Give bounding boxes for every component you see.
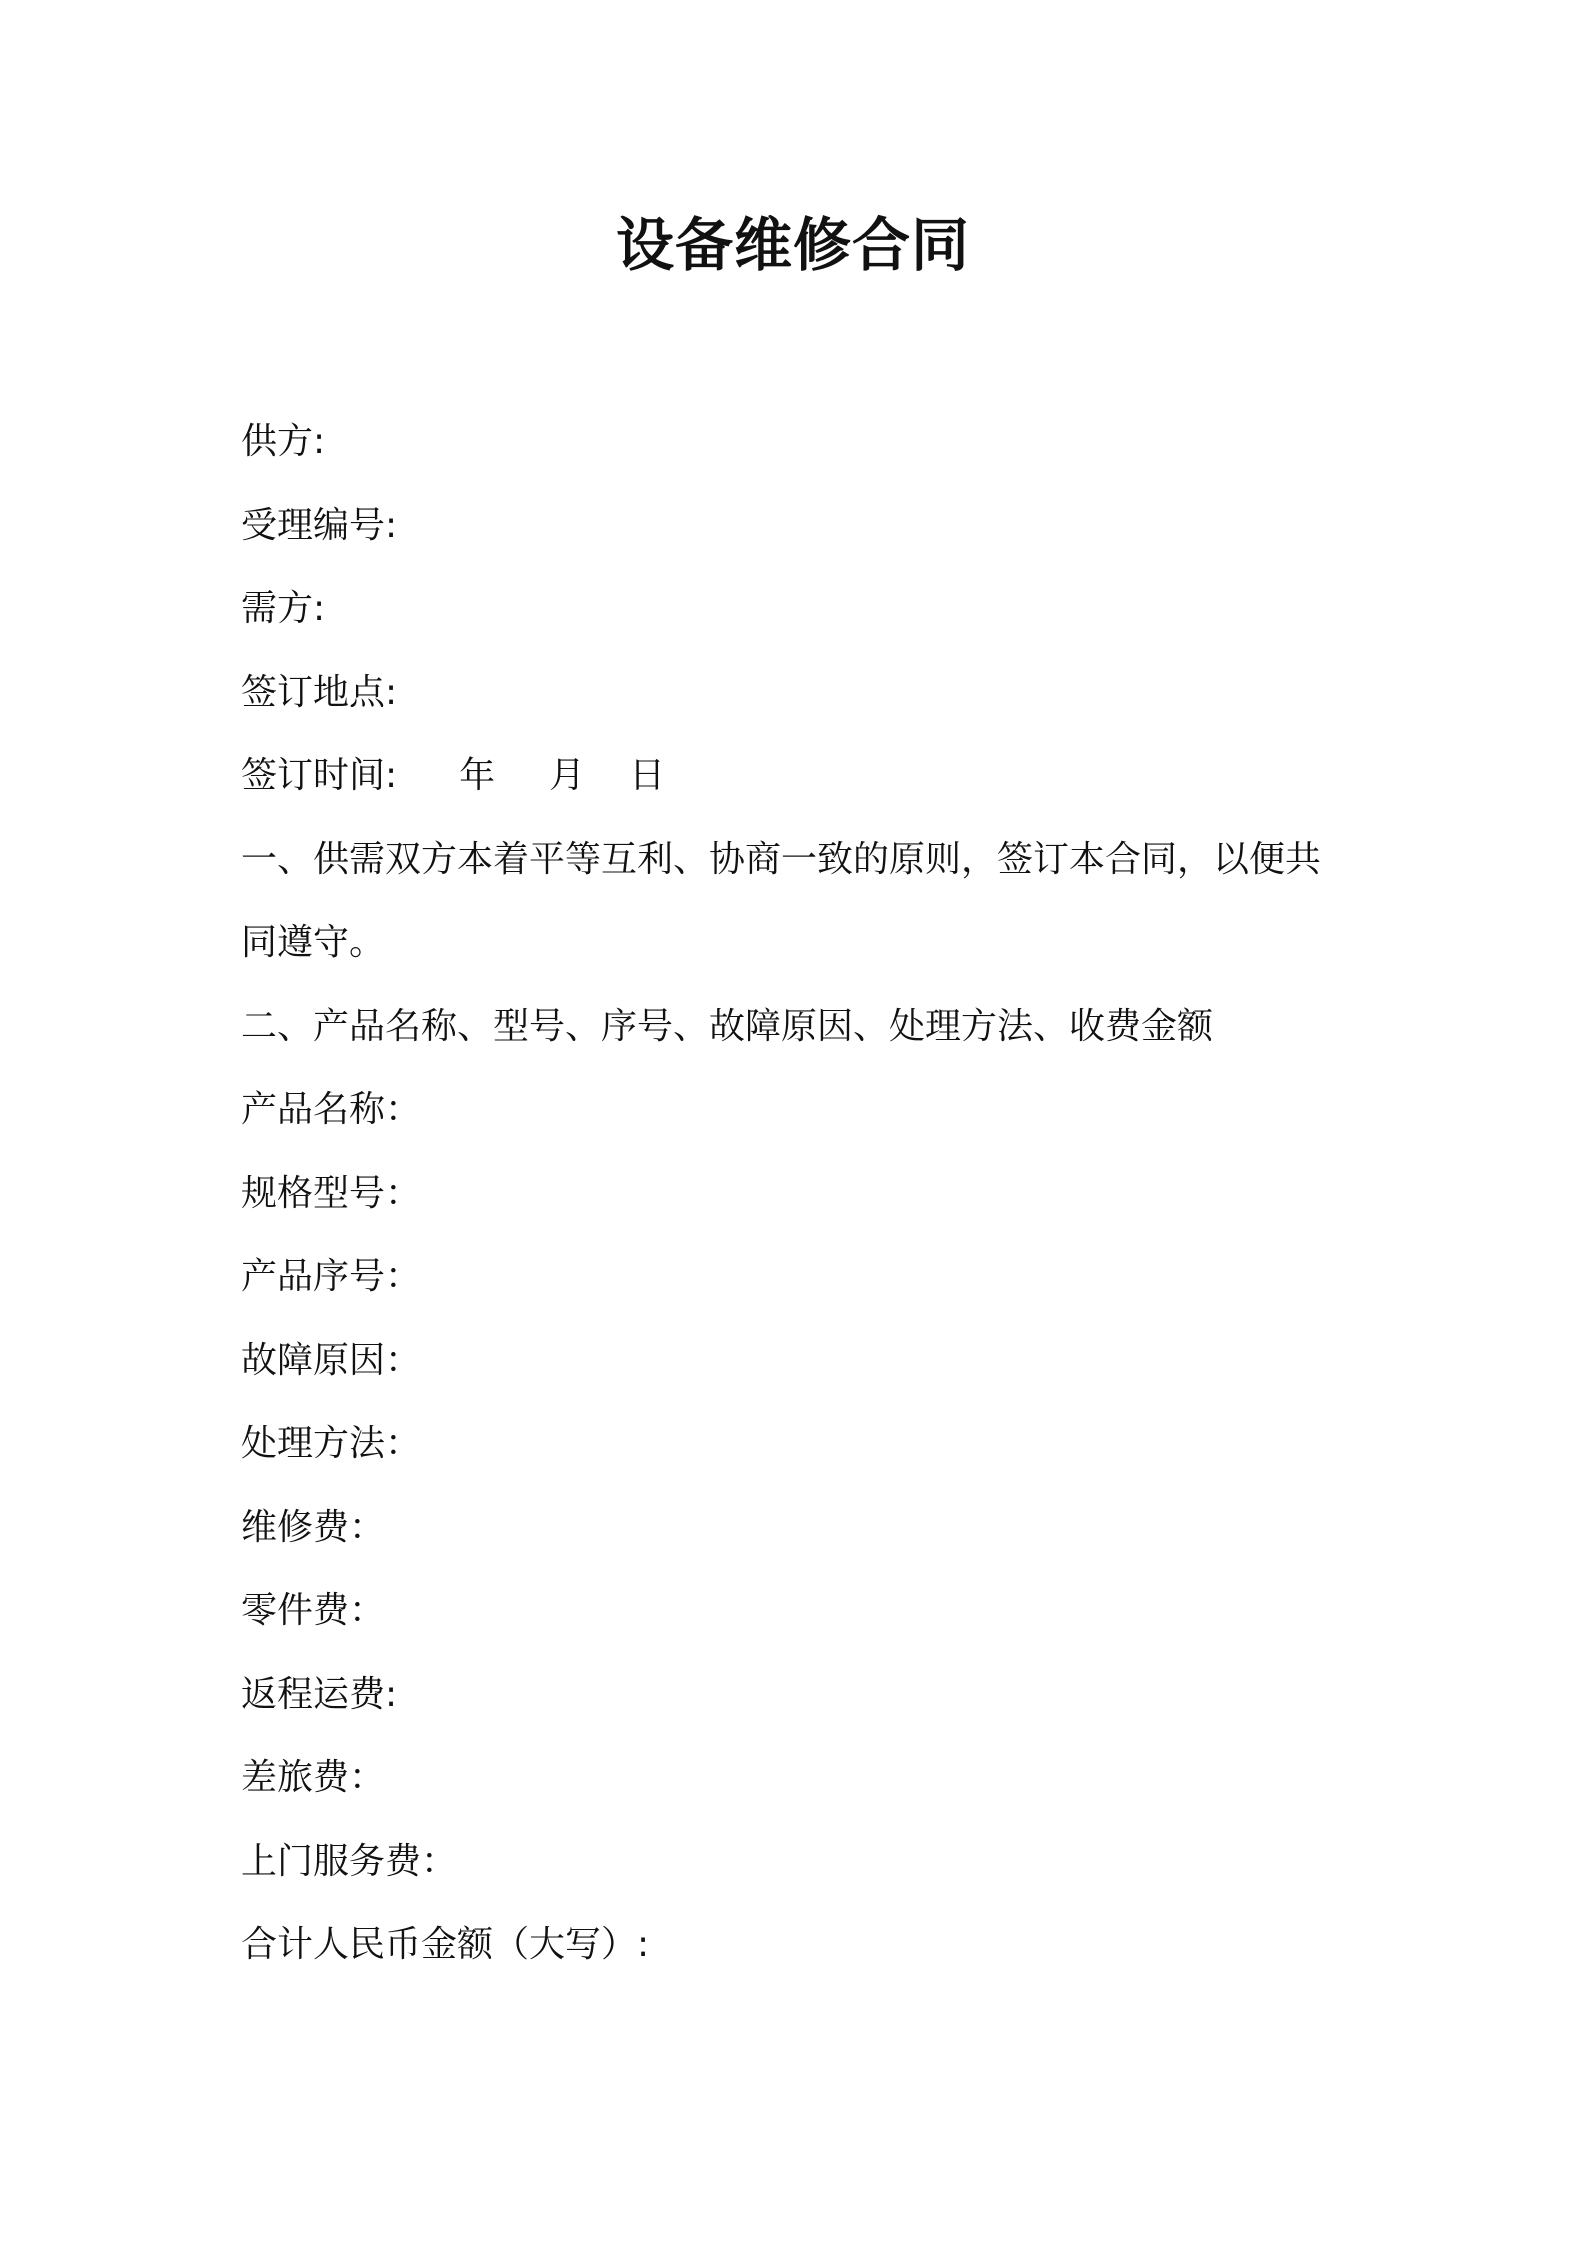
field-return-freight: 返程运费:	[241, 1673, 398, 1715]
contract-body	[241, 400, 1371, 1987]
field-buyer: 需方:	[241, 588, 326, 629]
field-total-amount: 合计人民币金额（大写）:	[241, 1924, 650, 1965]
signing-time-label: 签订时间:	[241, 755, 398, 796]
field-handling-method: 处理方法：	[241, 1423, 422, 1464]
signing-day: 日	[629, 755, 666, 796]
field-serial-number: 产品序号：	[241, 1256, 422, 1297]
document-title: 设备维修合同	[615, 211, 970, 279]
field-acceptance-number: 受理编号:	[241, 504, 398, 546]
field-travel-expense: 差旅费：	[241, 1757, 386, 1798]
clause-1-line-1: 一、供需双方本着平等互利、协商一致的原则，签订本合同，以便共	[241, 838, 1322, 880]
field-supplier: 供方:	[241, 421, 326, 462]
field-fault-cause: 故障原因：	[241, 1339, 422, 1381]
field-repair-fee: 维修费：	[241, 1506, 386, 1548]
field-model: 规格型号：	[241, 1172, 422, 1214]
field-parts-fee: 零件费：	[241, 1590, 386, 1631]
field-product-name: 产品名称：	[241, 1089, 422, 1130]
signing-year: 年	[459, 755, 496, 796]
clause-1-line-2: 同遵守。	[241, 922, 386, 963]
field-onsite-service-fee: 上门服务费：	[241, 1840, 458, 1882]
field-signing-place: 签订地点:	[241, 671, 398, 713]
signing-month: 月	[549, 755, 586, 796]
clause-2-heading: 二、产品名称、型号、序号、故障原因、处理方法、收费金额	[241, 1005, 1214, 1047]
field-signing-time	[241, 734, 1371, 818]
